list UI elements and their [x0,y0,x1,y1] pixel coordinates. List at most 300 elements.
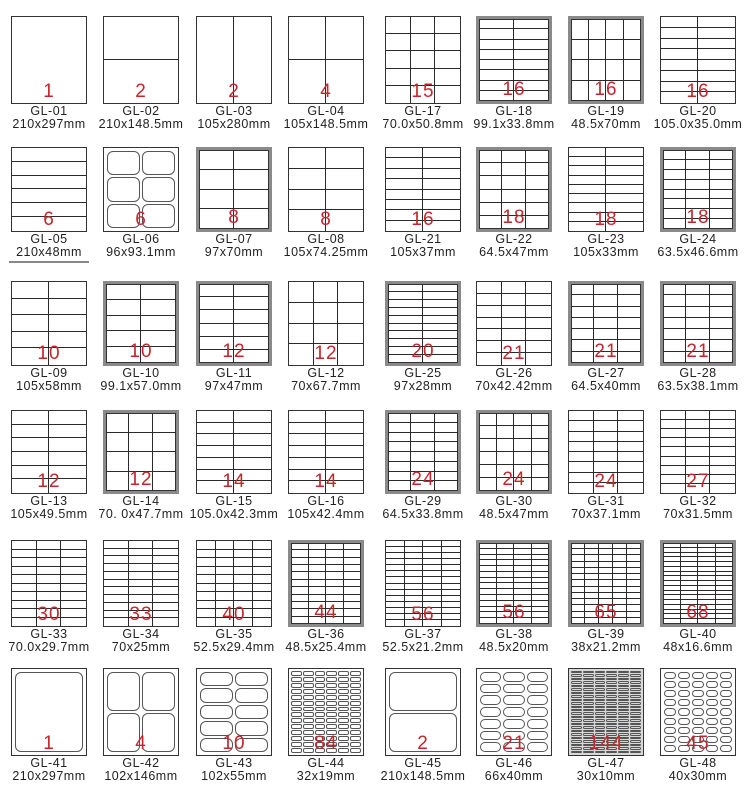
label-cell [326,543,344,550]
product-code: GL-26 [495,366,533,380]
label-cell [388,331,423,339]
label-cell [479,452,497,465]
product-code: GL-22 [495,232,533,246]
label-cell [569,432,594,442]
label-cell [479,50,514,60]
sheet-diagram [11,410,87,494]
label-cell [49,411,86,425]
label-cell [314,303,339,324]
label-cell [197,446,234,458]
label-cell [706,708,718,715]
product-code: GL-14 [122,494,160,508]
label-cell [253,567,272,576]
label-cell [389,672,457,711]
sheet-diagram [103,281,179,366]
product-code: GL-11 [215,366,253,380]
label-cell [291,587,309,594]
label-dimensions: 30x10mm [576,769,636,783]
label-cell [309,580,327,587]
label-cell [344,580,362,587]
label-cell [411,17,436,34]
label-cell [12,592,37,601]
label-cell [571,681,582,683]
label-dimensions: 210x48mm [16,245,82,259]
label-cell [338,324,363,345]
label-cell [289,17,326,60]
label-cell [686,429,711,438]
label-count: 12 [314,343,338,364]
sheet-diagram [568,540,644,627]
label-cell [618,411,643,421]
label-cell [435,442,458,452]
label-cell [388,308,423,316]
label-cell [411,51,436,68]
label-dimensions: 63.5x46.6mm [657,245,739,259]
label-cell [291,558,309,565]
label-cell [12,148,86,162]
label-cell [326,724,337,729]
label-cell [326,169,363,190]
product-code: GL-16 [307,494,345,508]
label-cell [303,689,314,694]
sheet-diagram [660,147,736,232]
label-cell [502,176,525,189]
label-cell [606,699,617,701]
sheet-diagram [11,540,87,627]
label-cell [12,452,49,466]
label-cell [630,681,641,683]
label-count: 6 [135,209,147,230]
sheet-diagram [568,281,644,366]
label-cell [661,420,686,429]
label-dimensions: 105x42.4mm [287,507,365,521]
label-cell [234,284,269,297]
label-cell [532,452,550,465]
sheet-diagram [11,281,87,366]
label-cell [480,707,501,717]
label-cell [303,695,314,700]
label-dimensions: 64.5x40mm [571,379,641,393]
sheet-diagram [103,668,179,756]
label-count: 44 [314,602,338,623]
label-cell [197,434,234,446]
label-count: 4 [135,733,147,754]
label-count: 8 [228,207,240,228]
label-count: 1 [43,733,55,754]
label-cell [569,194,606,203]
label-cell [338,701,349,706]
label-cell [503,695,524,705]
label-cell [234,170,269,190]
label-cell [480,719,501,729]
label-cell [129,564,154,572]
label-cell [583,726,594,728]
label-cell [216,550,235,559]
label-cell [411,423,434,433]
label-cell [344,558,362,565]
label-cell [710,438,735,447]
label-cell [49,282,86,299]
label-cell [706,699,718,706]
label-cell [216,575,235,584]
label-cell [527,684,548,694]
label-dimensions: 63.5x38.1mm [657,379,739,393]
label-cell [710,284,733,295]
label-dimensions: 210x148.5mm [98,117,184,131]
sheet-diagram [476,16,552,104]
label-cell [532,413,550,426]
label-cell [514,426,532,439]
label-cell [326,718,337,723]
label-cell [104,587,129,595]
label-cell [350,671,361,676]
label-cell [477,294,502,306]
label-cell [630,716,641,718]
label-cell [606,148,643,157]
label-cell [315,677,326,682]
label-dimensions: 99.1x33.8mm [473,117,555,131]
sheet-diagram [11,147,87,232]
product-code: GL-06 [122,232,160,246]
label-cell [661,49,698,60]
label-cell [234,592,253,601]
label-cell [710,307,733,318]
label-cell [435,413,458,423]
sheet-diagram [288,147,364,232]
sheet-diagram [196,147,272,232]
label-cell [661,28,698,39]
sheet-diagram [288,410,364,494]
label-dimensions: 52.5x29.4mm [193,640,275,654]
label-cell [338,695,349,700]
label-cell [686,457,711,466]
label-cell [37,584,62,593]
product-code: GL-41 [30,756,68,770]
label-cell [595,692,606,694]
label-cell [153,572,178,580]
label-cell [514,60,549,70]
label-cell [291,677,302,682]
label-cell [664,708,676,715]
label-cell [326,595,344,602]
label-cell [289,169,326,190]
label-cell [583,695,594,697]
label-cell [338,718,349,723]
label-cell [698,71,735,82]
sheet-diagram [385,668,461,756]
label-count: 10 [37,343,61,364]
label-cell [710,318,733,329]
label-cell [618,695,629,697]
sheet-diagram [196,668,272,756]
label-cell [107,151,140,175]
label-cell [686,318,709,329]
label-cell [107,177,140,201]
label-cell [583,706,594,708]
label-cell [583,716,594,718]
label-cell [618,706,629,708]
label-cell [199,170,234,190]
label-cell [618,295,641,306]
product-code: GL-24 [679,232,717,246]
label-cell [326,580,344,587]
label-cell [630,709,641,711]
label-dimensions: 105x49.5mm [10,507,88,521]
product-code: GL-45 [404,756,442,770]
label-count: 16 [502,79,526,100]
label-cell [624,40,642,61]
label-cell [630,719,641,721]
label-cell [12,282,49,299]
label-cell [571,702,582,704]
label-cell [589,40,607,61]
label-cell [526,163,549,176]
label-cell [571,695,582,697]
label-cell [569,411,594,421]
label-cell [350,701,361,706]
label-cell [661,71,698,82]
label-cell [129,413,152,433]
label-cell [503,707,524,717]
label-cell [664,690,676,697]
label-cell [661,17,698,28]
sheet-diagram [568,147,644,232]
label-cell [618,671,629,673]
label-cell [710,447,735,456]
label-count: 2 [228,81,240,102]
product-code: GL-09 [30,366,68,380]
label-cell [618,685,629,687]
label-cell [710,429,735,438]
label-cell [618,712,629,714]
label-cell [664,699,676,706]
label-cell [423,308,458,316]
label-cell [678,681,690,688]
label-cell [291,572,309,579]
label-cell [480,672,501,682]
label-count: 16 [411,209,435,230]
product-code: GL-32 [679,494,717,508]
label-cell [37,575,62,584]
label-cell [234,411,271,423]
label-cell [291,683,302,688]
label-cell [606,712,617,714]
label-cell [411,413,434,423]
label-cell [618,688,629,690]
label-cell [104,564,129,572]
label-count: 2 [417,733,429,754]
label-cell [678,718,690,725]
sheet-diagram [476,668,552,756]
sheet-diagram [568,668,644,756]
label-cell [661,457,686,466]
label-cell [630,706,641,708]
label-cell [571,712,582,714]
label-count: 65 [594,602,618,623]
product-code: GL-01 [30,104,68,118]
label-cell [141,284,176,300]
label-dimensions: 70.0x29.7mm [8,640,90,654]
label-cell [661,447,686,456]
label-cell [630,730,641,732]
label-cell [624,19,642,40]
label-count: 56 [411,604,435,625]
label-cell [289,324,314,345]
label-cell [423,179,460,189]
label-cell [698,49,735,60]
label-cell [583,692,594,694]
label-cell [595,678,606,680]
label-cell [423,324,458,332]
label-cell [344,565,362,572]
label-cell [569,421,594,431]
label-dimensions: 96x93.1mm [106,245,176,259]
label-cell [606,726,617,728]
label-cell [129,556,154,564]
label-cell [477,306,502,318]
label-cell [606,194,643,203]
label-cell [571,40,589,61]
product-code: GL-40 [679,627,717,641]
sheet-diagram [196,16,272,104]
sheet-diagram [660,281,736,366]
label-cell [234,423,271,435]
sheet-diagram [288,281,364,366]
label-cell [423,300,458,308]
label-cell [664,681,676,688]
label-count: 14 [314,471,338,492]
label-cell [291,707,302,712]
label-dimensions: 70x25mm [111,640,171,654]
label-cell [479,19,514,29]
label-cell [289,303,314,324]
label-cell [107,672,140,711]
label-cell [234,297,269,310]
label-cell [526,329,551,341]
label-count: 24 [594,471,618,492]
label-count: 56 [502,602,526,623]
label-cell [606,709,617,711]
label-cell [309,587,327,594]
label-cell [583,709,594,711]
label-cell [630,702,641,704]
label-count: 6 [43,209,55,230]
label-cell [423,292,458,300]
label-cell [326,446,363,458]
product-code: GL-21 [404,232,442,246]
label-cell [630,692,641,694]
label-cell [234,324,269,337]
label-cell [61,550,86,559]
label-cell [326,701,337,706]
label-cell [386,190,423,200]
label-cell [61,584,86,593]
sheet-diagram [196,281,272,366]
label-cell [514,29,549,39]
label-cell [350,683,361,688]
label-cell [326,558,344,565]
sheet-diagram [196,540,272,627]
label-cell [411,34,436,51]
label-cell [12,189,86,203]
label-cell [532,426,550,439]
label-cell [199,284,234,297]
sheet-diagram [103,410,179,494]
label-cell [698,17,735,28]
label-cell [594,318,617,329]
label-cell [618,452,643,462]
label-cell [606,678,617,680]
label-cell [326,550,344,557]
label-cell [435,51,460,68]
label-cell [497,452,515,465]
product-code: GL-29 [404,494,442,508]
label-cell [326,572,344,579]
label-cell [37,558,62,567]
label-cell [630,712,641,714]
label-cell [630,671,641,673]
label-cell [595,674,606,676]
label-cell [153,564,178,572]
product-code: GL-30 [495,494,533,508]
label-dimensions: 70x31.5mm [663,507,733,521]
sheet-diagram [568,16,644,104]
label-cell [618,716,629,718]
label-count: 144 [588,733,624,754]
label-cell [315,724,326,729]
label-count: 1 [43,81,55,102]
label-cell [315,683,326,688]
label-dimensions: 70.0x50.8mm [382,117,464,131]
product-code: GL-23 [587,232,625,246]
label-cell [630,699,641,701]
label-cell [606,671,617,673]
label-cell [606,674,617,676]
label-cell [686,190,709,200]
label-cell [253,592,272,601]
label-cell [692,708,704,715]
label-cell [197,592,216,601]
label-cell [618,674,629,676]
sheet-diagram [288,16,364,104]
label-dimensions: 105.0x42.3mm [189,507,279,521]
label-dimensions: 32x19mm [296,769,356,783]
label-count: 24 [502,469,526,490]
label-cell [706,718,718,725]
label-cell [314,324,339,345]
label-cell [303,671,314,676]
label-cell [197,411,234,423]
label-cell [630,688,641,690]
label-cell [423,190,460,200]
label-cell [589,19,607,40]
label-cell [199,150,234,170]
sheet-diagram [11,668,87,756]
label-cell [12,567,37,576]
label-cell [12,425,49,439]
label-cell [423,284,458,292]
label-cell [216,592,235,601]
label-cell [106,284,141,300]
label-count: 18 [594,209,618,230]
label-cell [571,688,582,690]
label-cell [435,34,460,51]
label-dimensions: 105x37mm [390,245,456,259]
label-cell [594,421,619,431]
label-cell [710,180,733,190]
label-cell [479,190,502,203]
label-cell [253,575,272,584]
